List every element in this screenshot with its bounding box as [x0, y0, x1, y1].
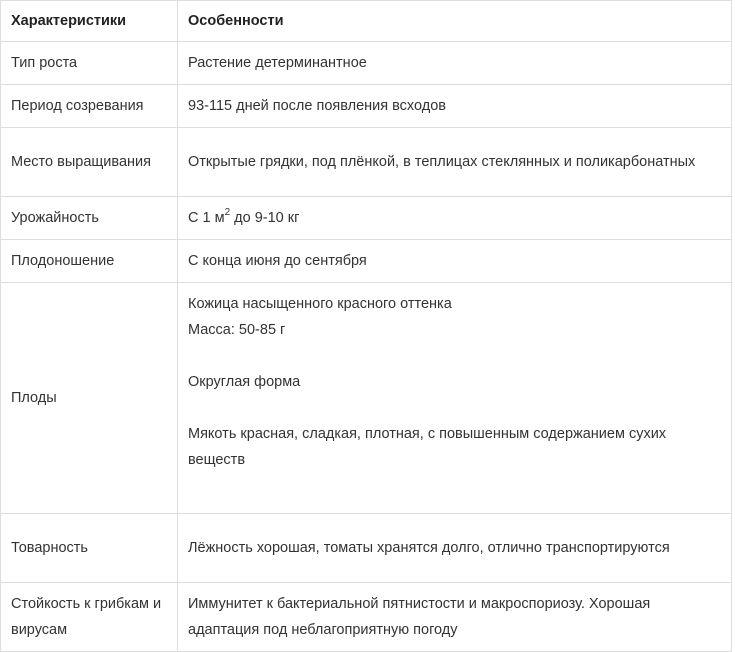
row-label: Товарность: [1, 514, 178, 583]
header-feature: Особенности: [178, 1, 732, 42]
row-value: [178, 197, 732, 240]
table-row: [1, 197, 732, 240]
table-row: [1, 240, 732, 283]
fruit-skin-line: Кожица насыщенного красного оттенка: [188, 296, 452, 312]
row-value: Открытые грядки, под плёнкой, в теплицах стеклянных и поликарбонатных: [178, 128, 732, 197]
yield-suffix: до 9-10 кг: [230, 210, 300, 226]
row-value: С конца июня до сентября: [178, 240, 732, 283]
row-label: Урожайность: [1, 197, 178, 240]
row-value: Иммунитет к бактериальной пятнистости и макроспориозу. Хорошая адаптация под неблагоприятную погоду: [178, 583, 732, 652]
fruit-mass-line: Масса: 50-85 г: [188, 322, 286, 338]
header-characteristic: Характеристики: [1, 1, 178, 42]
table-row: [1, 283, 732, 514]
paragraph-gap: [188, 395, 721, 421]
row-value: Лёжность хорошая, томаты хранятся долго, отлично транспортируются: [178, 514, 732, 583]
paragraph-gap: [188, 343, 721, 369]
row-value: Растение детерминантное: [178, 42, 732, 85]
row-label: Место выращивания: [1, 128, 178, 197]
row-value: [178, 283, 732, 514]
yield-prefix: С 1 м: [188, 210, 225, 226]
square-superscript: 2: [224, 207, 231, 219]
row-value: 93-115 дней после появления всходов: [178, 85, 732, 128]
row-label: Тип роста: [1, 42, 178, 85]
row-label: Период созревания: [1, 85, 178, 128]
table-header-row: [1, 1, 732, 42]
table-row: [1, 85, 732, 128]
table-row: [1, 128, 732, 197]
row-label: Плоды: [1, 283, 178, 514]
fruit-flesh-line: Мякоть красная, сладкая, плотная, с повышенным содержанием сухих веществ: [188, 426, 667, 468]
table-row: [1, 583, 732, 652]
row-label: Стойкость к грибкам и вирусам: [1, 583, 178, 652]
fruit-shape-line: Округлая форма: [188, 374, 301, 390]
row-label: Плодоношение: [1, 240, 178, 283]
paragraph-gap: [188, 473, 721, 505]
table-row: [1, 42, 732, 85]
table-row: [1, 514, 732, 583]
